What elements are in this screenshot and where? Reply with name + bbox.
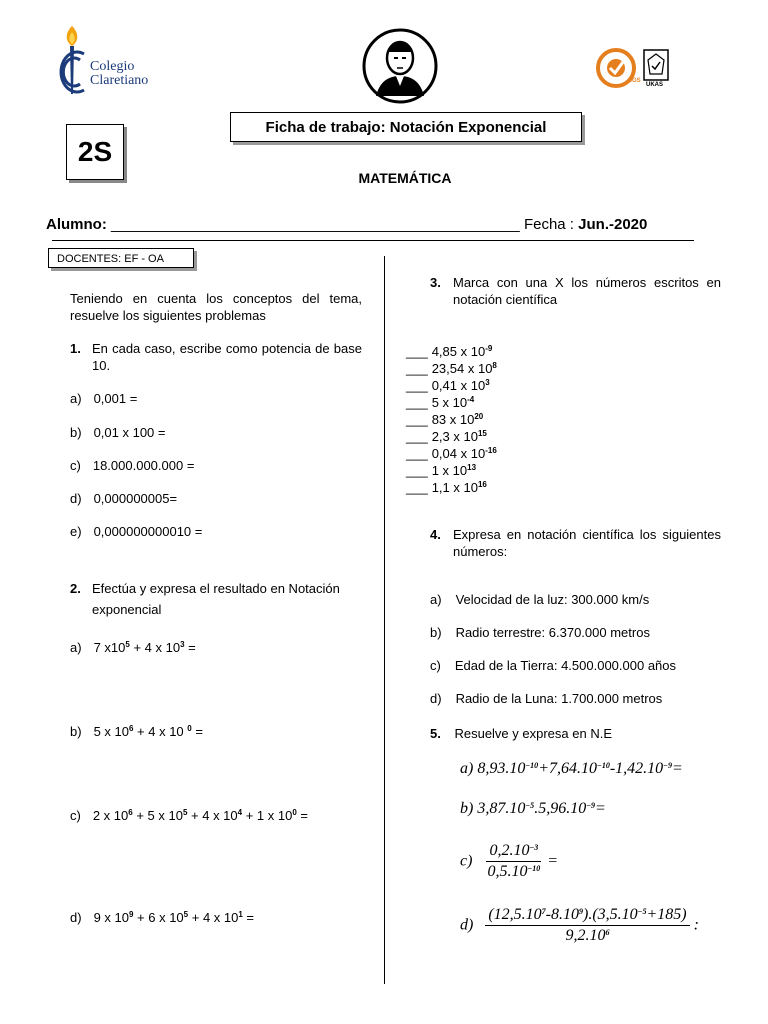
header-divider	[52, 240, 694, 241]
q5-d-equals: :	[693, 916, 699, 934]
q3-exponent: 3	[485, 378, 490, 387]
q2-item-text: 2 x 10	[92, 808, 129, 823]
q4-item-letter: d)	[430, 691, 442, 706]
q5-d-num-exponent: −5	[637, 907, 647, 916]
question-2	[70, 578, 362, 620]
q5-a-exponent: −9	[663, 761, 673, 770]
q3-number: 0,04 x 10	[431, 446, 486, 461]
q2-item-text: =	[296, 808, 308, 823]
q3-number: 4,85 x 10	[431, 344, 486, 359]
q1-item	[70, 424, 165, 441]
q2-item-text: + 6 x 10	[133, 910, 184, 925]
q3-blank: ___	[406, 344, 428, 359]
q5-a-expression	[477, 760, 683, 777]
student-line	[46, 216, 647, 233]
q3-blank: ___	[406, 378, 428, 393]
q5-a-exponent: −10	[525, 761, 539, 770]
q5-a-text: 8,93.10	[477, 760, 526, 777]
q5-d-numerator	[485, 906, 689, 926]
q2-item-text: 7 x10	[93, 640, 126, 655]
q3-exponent: -4	[467, 395, 475, 404]
q2-item-expression	[94, 724, 203, 739]
q1-item	[70, 523, 202, 540]
q5-a-text: =	[672, 760, 683, 777]
q2-item-expression	[94, 640, 196, 655]
q3-number: 1 x 10	[431, 463, 468, 478]
q3-exponent: 16	[477, 480, 487, 489]
q1-item-text: 0,000000005=	[93, 491, 178, 506]
q1-item-text: 0,01 x 100 =	[93, 425, 166, 440]
q3-number: 2,3 x 10	[431, 429, 478, 444]
q4-item-letter: b)	[430, 625, 442, 640]
question-3	[430, 274, 721, 308]
q5-b-exponent: −5	[525, 801, 535, 810]
q5-a-letter: a)	[460, 760, 474, 777]
q2-item-text: + 4 x 10	[129, 640, 181, 655]
q2-item-exponent: 5	[183, 910, 189, 919]
docentes-label: DOCENTES: EF - OA	[57, 253, 164, 265]
q3-blank: ___	[406, 463, 428, 478]
column-divider	[384, 256, 385, 984]
q2-item-text: + 5 x 10	[132, 808, 183, 823]
question-4	[430, 526, 721, 560]
q2-item-exponent: 6	[128, 808, 133, 817]
q2-item	[70, 720, 203, 740]
q4-item	[430, 657, 676, 674]
q3-number: 23,54 x 10	[431, 361, 493, 376]
school-name	[90, 60, 148, 88]
q3-exponent: -9	[485, 344, 493, 353]
q5-a-text: +7,64.10	[538, 760, 597, 777]
founder-portrait	[362, 28, 438, 104]
q2-item-expression	[94, 910, 254, 925]
q3-blank: ___	[406, 395, 428, 410]
question-1	[70, 340, 362, 374]
q5-c-den-exponent: −10	[527, 864, 541, 873]
q2-item-letter: b)	[70, 724, 82, 739]
grade-label: 2S	[77, 136, 113, 167]
school-name-line1: Colegio	[90, 59, 135, 74]
q2-item-letter: d)	[70, 910, 82, 925]
q5-c-num-exponent: −3	[529, 843, 539, 852]
q1-item-text: 0,001 =	[93, 391, 138, 406]
q1-item	[70, 390, 137, 407]
q5-c-denominator	[484, 862, 543, 881]
q5-d-den-exponent: 6	[605, 928, 610, 937]
q5-c-fraction	[484, 842, 543, 881]
q5-d-num-text: +185)	[646, 906, 687, 923]
subject-heading: MATEMÁTICA	[358, 170, 452, 186]
q2-item-text: + 4 x 10	[188, 910, 239, 925]
q2-item-text: =	[184, 640, 196, 655]
title-box	[230, 112, 582, 142]
q4-item-text: Radio terrestre: 6.370.000 metros	[455, 625, 650, 640]
q2-item-text: + 1 x 10	[242, 808, 293, 823]
q2-item-exponent: 4	[237, 808, 243, 817]
q5-d-letter: d)	[460, 916, 474, 934]
q2-item-text: 5 x 10	[93, 724, 129, 739]
q2-item-text: 9 x 10	[93, 910, 129, 925]
q5-item-a	[460, 760, 683, 778]
page-title: Ficha de trabajo: Notación Exponencial	[265, 118, 547, 136]
q5-item-b	[460, 800, 606, 818]
q1-text: En cada caso, escribe como potencia de base 10.	[92, 341, 362, 373]
intro-text: Teniendo en cuenta los conceptos del tema, resuelve los siguientes problemas	[70, 291, 362, 323]
q5-a-exponent: −10	[596, 761, 610, 770]
ukas-label: UKAS	[646, 82, 664, 88]
fecha-value: Jun.-2020	[578, 216, 648, 233]
q5-d-den-text: 9,2.10	[565, 927, 606, 944]
q1-item-text: 18.000.000.000 =	[92, 458, 195, 473]
q2-item-exponent: 0	[292, 808, 297, 817]
q2-item-exponent: 5	[125, 640, 130, 649]
torch-logo-icon	[52, 24, 92, 100]
q3-blank: ___	[406, 480, 428, 495]
q3-number: 5 x 10	[431, 395, 468, 410]
q2-item-exponent: 6	[128, 724, 134, 733]
q5-d-num-exponent: 7	[541, 907, 546, 916]
q4-item-text: Radio de la Luna: 1.700.000 metros	[455, 691, 663, 706]
fecha-label: Fecha :	[523, 216, 574, 233]
docentes-box	[48, 248, 194, 268]
q2-item-exponent: 0	[187, 724, 192, 733]
q2-item-exponent: 1	[238, 910, 243, 919]
q3-number: 83 x 10	[431, 412, 475, 427]
q5-d-fraction	[485, 906, 689, 945]
q5-b-text: 3,87.10	[477, 800, 526, 817]
q5-b-exponent: −9	[586, 801, 596, 810]
q3-item	[406, 476, 487, 496]
q2-item-exponent: 5	[182, 808, 188, 817]
q5-d-num-exponent: 9	[578, 907, 583, 916]
q5-b-text: .5,96.10	[534, 800, 587, 817]
q2-item-expression	[93, 808, 308, 823]
q4-item-text: Edad de la Tierra: 4.500.000.000 años	[454, 658, 677, 673]
q2-item-text: + 4 x 10	[133, 724, 188, 739]
q5-c-den-text: 0,5.10	[487, 863, 528, 880]
q2-item-text: =	[191, 724, 203, 739]
q5-d-num-text: (12,5.10	[488, 906, 542, 923]
q3-text: Marca con una X los números escritos en notación científica	[453, 275, 721, 307]
q1-item	[70, 490, 177, 507]
q2-text-line1: Efectúa y expresa el resultado en Notación	[92, 581, 340, 596]
q4-item-letter: a)	[430, 592, 442, 607]
q2-item-text: + 4 x 10	[187, 808, 238, 823]
q5-item-c	[460, 842, 558, 881]
portrait-icon	[362, 28, 438, 104]
q5-item-d	[460, 906, 699, 945]
q1-item-text: 0,000000000010 =	[93, 524, 203, 539]
q2-item-exponent: 3	[180, 640, 185, 649]
q4-number: 4.	[430, 527, 441, 542]
q5-c-numerator	[486, 842, 541, 862]
q1-item-letter: c)	[70, 458, 81, 473]
alumno-blank: _________________________________________________	[111, 216, 520, 233]
q5-d-num-text: -8.10	[545, 906, 579, 923]
q3-number: 3.	[430, 275, 441, 290]
q5-c-equals: =	[547, 852, 559, 870]
question-5	[430, 725, 721, 742]
q5-c-letter: c)	[460, 852, 473, 870]
q2-item-text: =	[242, 910, 255, 925]
q3-blank: ___	[406, 361, 428, 376]
q2-text-line2: exponencial	[92, 602, 162, 617]
q4-item-letter: c)	[430, 658, 441, 673]
q3-number: 0,41 x 10	[431, 378, 486, 393]
cert-body-label: SGS	[628, 78, 641, 84]
q5-number: 5.	[430, 726, 441, 741]
q2-item	[70, 636, 196, 656]
q2-number: 2.	[70, 581, 81, 596]
q5-c-num-text: 0,2.10	[489, 842, 530, 859]
q1-number: 1.	[70, 341, 81, 356]
q2-item-exponent: 9	[128, 910, 134, 919]
q2-item-letter: a)	[70, 640, 82, 655]
q5-d-num-text: ).(3,5.10	[582, 906, 638, 923]
certification-logos	[592, 48, 708, 114]
q5-text: Resuelve y expresa en N.E	[454, 726, 612, 741]
q1-item-letter: a)	[70, 391, 82, 406]
q5-b-text: =	[595, 800, 606, 817]
q1-item-letter: b)	[70, 425, 82, 440]
q2-item	[70, 804, 308, 824]
q1-item-letter: d)	[70, 491, 82, 506]
q2-item-letter: c)	[70, 808, 81, 823]
q4-item	[430, 591, 649, 608]
q5-a-text: -1,42.10	[609, 760, 664, 777]
q1-item	[70, 457, 194, 474]
q3-blank: ___	[406, 446, 428, 461]
q1-item-letter: e)	[70, 524, 82, 539]
q3-number: 1,1 x 10	[431, 480, 478, 495]
q3-blank: ___	[406, 412, 428, 427]
q5-b-letter: b)	[460, 800, 474, 817]
q3-exponent: -16	[485, 446, 497, 455]
q5-b-expression	[477, 800, 606, 817]
school-name-line2: Claretiano	[90, 73, 149, 88]
q4-item-text: Velocidad de la luz: 300.000 km/s	[455, 592, 650, 607]
q4-text: Expresa en notación científica los siguientes números:	[453, 527, 721, 559]
q3-exponent: 13	[467, 463, 477, 472]
q3-blank: ___	[406, 429, 428, 444]
alumno-label: Alumno:	[46, 216, 107, 233]
q4-item	[430, 624, 650, 641]
q5-d-denominator	[562, 926, 612, 945]
q3-exponent: 20	[474, 412, 484, 421]
school-logo	[52, 24, 172, 100]
q3-exponent: 8	[492, 361, 497, 370]
q3-exponent: 15	[477, 429, 487, 438]
q2-item	[70, 906, 254, 926]
q4-item	[430, 690, 662, 707]
